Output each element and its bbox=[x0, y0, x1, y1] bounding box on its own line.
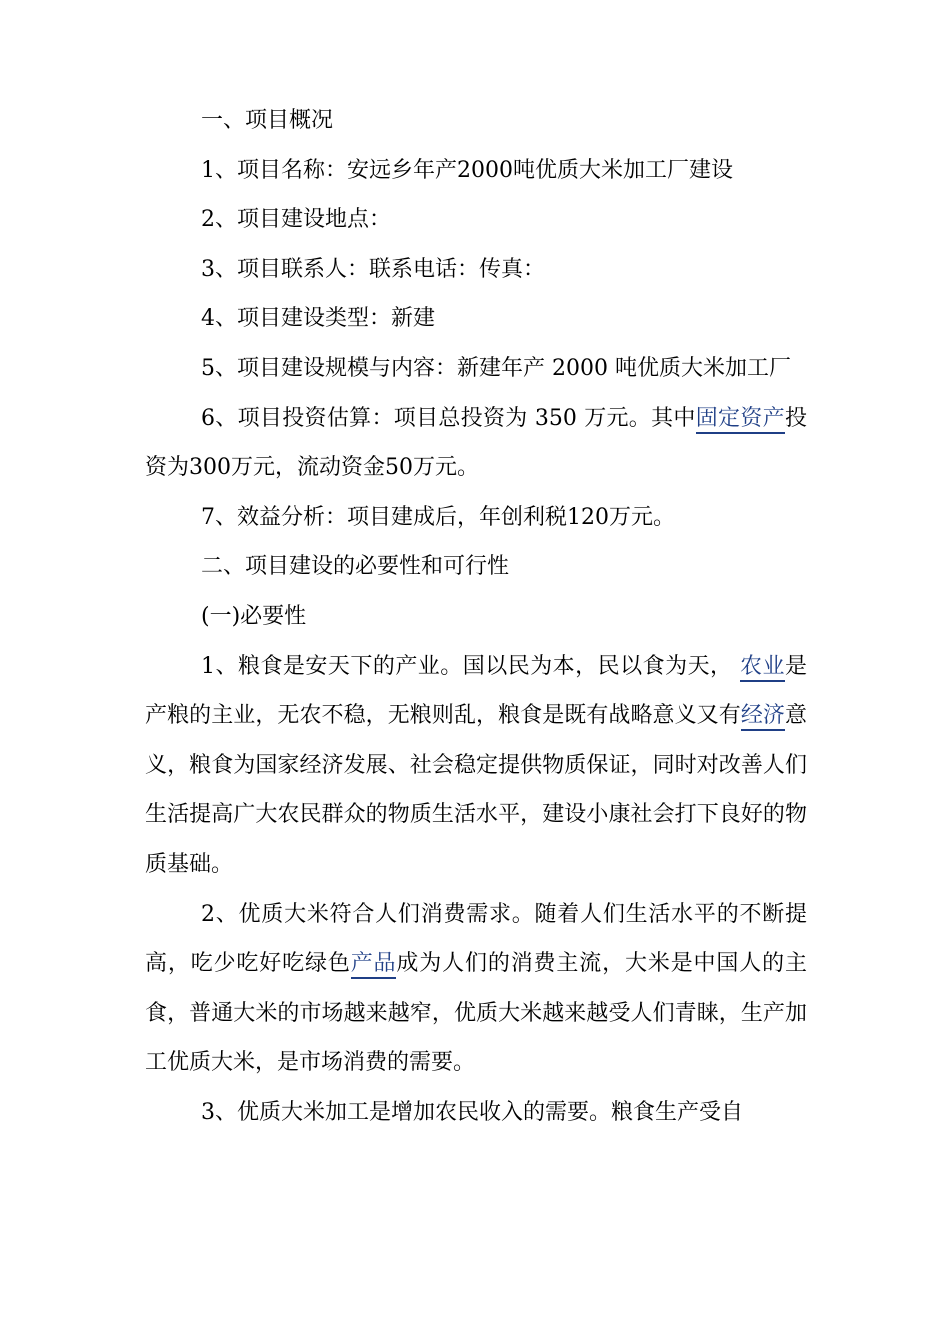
text-segment: 投资为300万元，流动资金50万元。 bbox=[145, 405, 807, 481]
text-segment: 2、项目建设地点： bbox=[201, 207, 391, 233]
text-segment: 1、粮食是安天下的产业。国以民为本，民以食为天， bbox=[201, 653, 740, 679]
paragraph-4 bbox=[145, 245, 807, 295]
text-segment: 3、优质大米加工是增加农民收入的需要。粮食生产受自 bbox=[201, 1099, 743, 1125]
paragraph-6 bbox=[145, 344, 807, 394]
paragraph-11 bbox=[145, 642, 807, 890]
text-segment: (一)必要性 bbox=[201, 603, 307, 629]
paragraph-9 bbox=[145, 542, 807, 592]
paragraph-2 bbox=[145, 146, 807, 196]
text-segment: 1、项目名称：安远乡年产2000吨优质大米加工厂建设 bbox=[201, 157, 733, 183]
text-segment: 意义，粮食为国家经济发展、社会稳定提供物质保证，同时对改善人们生活提高广大农民群众的物质生活水平，建设小康社会打下良好的物质基础。 bbox=[145, 703, 807, 877]
paragraph-5 bbox=[145, 294, 807, 344]
link-agriculture[interactable]: 农业 bbox=[740, 654, 785, 682]
paragraph-13 bbox=[145, 1088, 807, 1138]
document-body bbox=[145, 96, 807, 1137]
paragraph-7 bbox=[145, 394, 807, 493]
text-segment: 3、项目联系人：联系电话：传真： bbox=[201, 256, 545, 282]
link-product[interactable]: 产品 bbox=[351, 951, 397, 979]
paragraph-12 bbox=[145, 890, 807, 1088]
text-segment: 6、项目投资估算：项目总投资为 350 万元。其中 bbox=[201, 405, 696, 431]
paragraph-1 bbox=[145, 96, 807, 146]
text-segment: 2、优质大米符合人们消费需求。随着人们生活水平的不断提高，吃少吃好吃绿色 bbox=[145, 901, 807, 977]
text-segment: 7、效益分析：项目建成后，年创利税120万元。 bbox=[201, 504, 675, 530]
paragraph-3 bbox=[145, 195, 807, 245]
text-segment: 5、项目建设规模与内容：新建年产 2000 吨优质大米加工厂 bbox=[201, 355, 791, 381]
link-economy[interactable]: 经济 bbox=[741, 703, 785, 731]
paragraph-10 bbox=[145, 592, 807, 642]
text-segment: 二、项目建设的必要性和可行性 bbox=[201, 554, 510, 580]
text-segment: 4、项目建设类型：新建 bbox=[201, 306, 435, 332]
text-segment: 是产粮的主业，无农不稳，无粮则乱，粮食是既有战略意义又有 bbox=[145, 653, 807, 729]
text-segment: 成为人们的消费主流，大米是中国人的主食，普通大米的市场越来越窄，优质大米越来越受人们青睐，生产加工优质大米，是市场消费的需要。 bbox=[145, 951, 807, 1076]
text-segment: 一、项目概况 bbox=[201, 108, 334, 133]
paragraph-8 bbox=[145, 493, 807, 543]
link-fixed-assets[interactable]: 固定资产 bbox=[696, 406, 785, 434]
